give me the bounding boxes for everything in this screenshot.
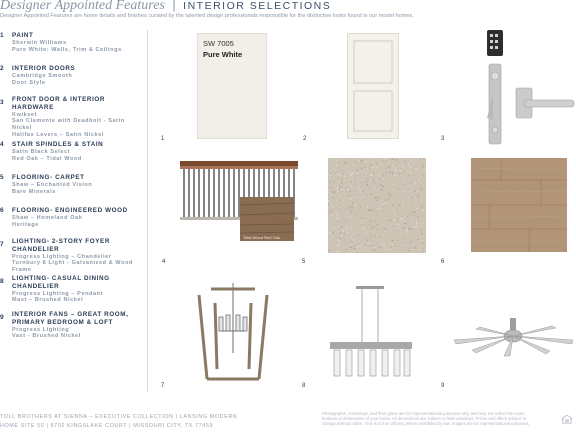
section-title: INTERIOR SELECTIONS	[183, 0, 332, 12]
feature-heading-block	[12, 311, 140, 340]
feature-heading-block	[12, 141, 140, 162]
feature-detail: Red Oak – Tidal Wood	[12, 155, 82, 162]
feature-detail: Satin Black Select	[12, 148, 71, 155]
feature-heading: HARDWARE	[12, 103, 54, 111]
feature-heading-block	[12, 275, 140, 304]
equal-housing-icon	[562, 415, 572, 424]
feature-heading-block	[12, 96, 140, 139]
feature-heading: FLOORING- CARPET	[12, 174, 85, 181]
feature-heading: STAIR SPINDLES & STAIN	[12, 141, 104, 148]
feature-detail: Door Style	[12, 79, 46, 86]
feature-heading-block	[12, 207, 140, 228]
feature-heading: CHANDELIER	[12, 282, 60, 290]
image-label-7: 7	[161, 383, 165, 389]
foyer-chandelier-image	[193, 283, 273, 385]
feature-heading-block	[12, 65, 140, 86]
footer-community: TOLL BROTHERS AT SIENNA – EXECUTIVE COLLECTION | LANSING MODERN	[0, 414, 238, 420]
feature-number: 1	[0, 32, 4, 39]
feature-heading-block	[12, 32, 140, 53]
engineered-wood-image	[471, 158, 567, 252]
title-separator: |	[172, 0, 176, 12]
feature-heading: LIGHTING- CASUAL DINING	[12, 275, 110, 282]
feature-detail: Cambridge Smooth	[12, 72, 73, 79]
image-label-4: 4	[162, 259, 166, 265]
feature-number: 7	[0, 241, 4, 248]
feature-number: 4	[0, 141, 4, 148]
feature-detail: Pure White: Walls, Trim & Ceilings	[12, 46, 122, 53]
feature-heading: INTERIOR FANS – GREAT ROOM,	[12, 311, 129, 318]
stair-spindles-image	[180, 159, 298, 245]
feature-detail: Sherwin Williams	[12, 39, 67, 46]
feature-heading: FRONT DOOR & INTERIOR	[12, 96, 106, 103]
feature-number: 8	[0, 278, 4, 285]
column-divider	[147, 30, 148, 392]
carpet-swatch-image	[328, 158, 426, 253]
stain-caption: Tidal Wood Red Oak	[243, 235, 280, 240]
feature-number: 9	[0, 314, 4, 321]
image-label-9: 9	[441, 383, 445, 389]
feature-heading-block	[12, 174, 140, 195]
feature-detail: Mast – Brushed Nickel	[12, 297, 84, 304]
feature-heading-block	[12, 238, 140, 274]
feature-heading: LIGHTING- 2-STORY FOYER	[12, 238, 110, 245]
feature-detail: Turnbury 8 Light - Galvanized & Wood Frame	[12, 260, 134, 274]
image-label-2: 2	[303, 136, 307, 142]
page-title: Designer Appointed Features	[0, 0, 165, 13]
feature-detail: Progress Lighting	[12, 326, 70, 333]
feature-heading: INTERIOR DOORS	[12, 65, 76, 72]
feature-number: 3	[0, 99, 4, 106]
feature-detail: Halifax Levers – Satin Nickel	[12, 131, 104, 138]
page-header	[0, 0, 331, 14]
feature-number: 6	[0, 207, 4, 214]
page-subtitle: Designer Appointed Features are home details and finishes curated by the talented design professionals responsible for the distinctive looks found in our model homes.	[0, 13, 414, 19]
feature-detail: Shaw – Enchanted Vision	[12, 181, 93, 188]
features-list	[0, 30, 140, 400]
feature-detail: Bare Minerals	[12, 188, 56, 195]
image-label-8: 8	[302, 383, 306, 389]
feature-heading: CHANDELIER	[12, 245, 60, 253]
door-hardware-image	[484, 30, 576, 148]
footer-address: HOME SITE 50 | 9702 KINGSLAKE COURT | MISSOURI CITY, TX 77459	[0, 423, 214, 429]
feature-detail: Shaw – Homeland Oak	[12, 214, 83, 221]
paint-name: Pure White	[203, 50, 243, 59]
footer-disclaimer: Photographs, renderings, and floor plans are for representational purposes only and may not reflect the exact features or dimensions of your home. All dimensions are subject to field variations. Prices and offers subject to change without notice. This is not an offering where prohibited by law. Images are for representational purposes.	[322, 411, 530, 426]
feature-detail: Heritage	[12, 221, 39, 228]
dining-chandelier-image	[322, 286, 420, 380]
feature-number: 2	[0, 65, 4, 72]
feature-detail: Progress Lighting – Pendant	[12, 290, 104, 297]
feature-heading: FLOORING- ENGINEERED WOOD	[12, 207, 128, 214]
image-label-3: 3	[441, 136, 445, 142]
paint-code: SW 7005	[203, 39, 234, 48]
feature-detail: Kwikset	[12, 111, 37, 118]
image-label-1: 1	[161, 136, 165, 142]
feature-heading: PRIMARY BEDROOM & LOFT	[12, 318, 114, 326]
feature-detail: Progress Lighting – Chandelier	[12, 253, 112, 260]
feature-detail: San Clemente with Deadbolt - Satin Nickel	[12, 118, 125, 132]
image-label-5: 5	[302, 259, 306, 265]
ceiling-fan-image	[452, 318, 576, 358]
feature-detail: Vast - Brushed Nickel	[12, 333, 81, 340]
interior-door-image	[347, 33, 399, 139]
feature-heading: PAINT	[12, 32, 34, 39]
image-label-6: 6	[441, 259, 445, 265]
paint-swatch	[197, 33, 267, 139]
feature-number: 5	[0, 174, 4, 181]
